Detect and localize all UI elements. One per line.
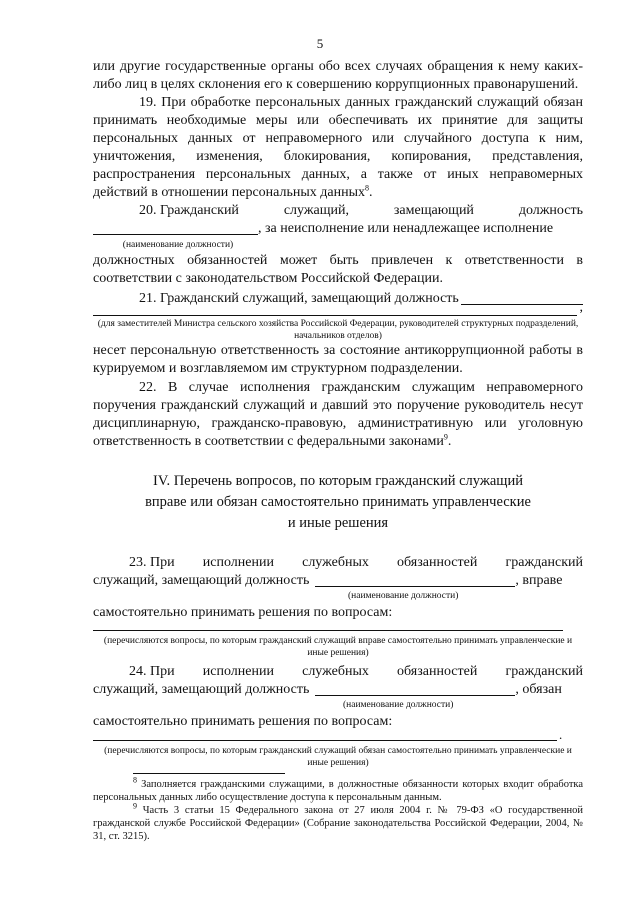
paragraph-20-line2 xyxy=(93,220,583,238)
p23-line2-start: служащий, замещающий должность xyxy=(93,573,310,588)
paragraph-24-line1 xyxy=(93,663,583,681)
p21-note: (для заместителей Министра сельского хозяйства Российской Федерации, руководителей структурных подразделений, начальников отделов) xyxy=(97,319,579,341)
footnote-9 xyxy=(93,801,583,843)
p20-word: должность xyxy=(518,203,583,218)
paragraph-21-rest: несет персональную ответственность за состояние антикоррупционной работы в курируемом и возглавляемом им структурном подразделении. xyxy=(93,343,583,376)
footnote-9-text: Часть 3 статьи 15 Федерального закона от 27 июля 2004 г. № 79-ФЗ «О государственной гражданской службе Российской Федерации» (Собрание законодательства Российской Федерации, 2004, № 31, ст. 3215). xyxy=(93,805,583,842)
p21-comma: , xyxy=(579,300,583,315)
footnote-mark: 9 xyxy=(133,801,137,811)
position-note: (наименование должности) xyxy=(122,240,234,250)
footnotes xyxy=(93,775,584,843)
p21-start: 21. Гражданский служащий, замещающий должность xyxy=(139,291,459,306)
position-blank-field-23[interactable] xyxy=(315,572,515,587)
blank-line xyxy=(93,740,557,741)
p23-word: гражданский xyxy=(505,555,583,570)
p24-line-row xyxy=(93,727,583,742)
blank-line xyxy=(93,630,563,631)
paragraph-24-line3: самостоятельно принимать решения по вопросам: xyxy=(93,714,393,729)
footnote-separator xyxy=(133,773,285,774)
p20-word: служащий, xyxy=(283,203,349,218)
paragraph-22-text: 22. В случае исполнения гражданским служащим неправомерного поручения гражданский служащий и давший это поручение руководитель несут дисциплинарную, гражданско-правовую, административную или уголовную ответственность в соответствии с федеральными законами xyxy=(93,380,583,449)
p24-note: (наименование должности) xyxy=(343,700,454,710)
p20-word: замещающий xyxy=(393,203,474,218)
p20-line2-text: , за неисполнение или ненадлежащее исполнение xyxy=(258,221,554,236)
p24-word: служебных xyxy=(302,664,369,679)
paragraph-continuation: или другие государственные органы обо всех случаях обращения к нему каких-либо лиц в целях склонения его к совершению коррупционных правонарушений. xyxy=(93,59,583,92)
position-blank-field-21[interactable] xyxy=(461,290,583,305)
p24-line2-end: , обязан xyxy=(515,682,562,697)
paragraph-20-line1 xyxy=(93,202,583,220)
paragraph-22-end: . xyxy=(447,434,452,449)
section-heading xyxy=(93,471,583,534)
p23-word: 23. При xyxy=(129,555,175,570)
p23-line2-end: , вправе xyxy=(515,573,563,588)
paragraph-19 xyxy=(93,94,583,202)
position-blank-field[interactable] xyxy=(93,220,258,235)
document-body xyxy=(93,58,583,769)
p23-word: обязанностей xyxy=(397,555,478,570)
p24-word: гражданский xyxy=(505,664,583,679)
blank-line xyxy=(93,315,577,316)
paragraph-23-line3: самостоятельно принимать решения по вопросам: xyxy=(93,605,393,620)
p24-word: обязанностей xyxy=(397,664,478,679)
paragraph-22 xyxy=(93,379,583,451)
p23-note: (наименование должности) xyxy=(348,591,459,601)
footnote-ref-8: 8 xyxy=(365,183,370,193)
p23-note2: (перечисляются вопросы, по которым гражданский служащий вправе самостоятельно принимать управленческие и иные решения) xyxy=(103,636,573,658)
paragraph-20-rest: должностных обязанностей может быть привлечен к ответственности в соответствии с законодательством Российской Федерации. xyxy=(93,253,583,286)
p20-word: 20. Гражданский xyxy=(139,203,239,218)
footnote-8 xyxy=(93,775,584,804)
p23-word: служебных xyxy=(302,555,369,570)
p24-line2-start: служащий, замещающий должность xyxy=(93,682,310,697)
p24-note2: (перечисляются вопросы, по которым гражданский служащий обязан самостоятельно принимать управленческие и иные решения) xyxy=(104,746,572,768)
heading-line: вправе или обязан самостоятельно принимать управленческие xyxy=(145,494,531,510)
p24-word: исполнении xyxy=(202,664,274,679)
page-number: 5 xyxy=(316,36,324,51)
p24-period: . xyxy=(559,727,563,742)
position-blank-field-24[interactable] xyxy=(315,681,515,696)
p23-word: исполнении xyxy=(202,555,274,570)
footnote-mark: 8 xyxy=(133,775,137,785)
paragraph-23-line1 xyxy=(93,554,583,572)
paragraph-24-line2 xyxy=(93,681,583,699)
heading-line: IV. Перечень вопросов, по которым гражданский служащий xyxy=(153,473,523,489)
p21-line-row xyxy=(93,300,583,316)
heading-line: и иные решения xyxy=(287,515,389,531)
paragraph-19-end: . xyxy=(369,185,373,200)
footnote-ref-9: 9 xyxy=(443,432,448,442)
paragraph-23-line2 xyxy=(93,572,583,590)
footnote-8-text: Заполняется гражданскими служащими, в должностные обязанности которых входит обработка персональных данных либо осуществление доступа к персональным данным. xyxy=(93,779,584,803)
paragraph-21-line1 xyxy=(93,290,583,308)
paragraph-19-text: 19. При обработке персональных данных гражданский служащий обязан принимать необходимые меры или обеспечивать их принятие для защиты персональных данных от неправомерного или случайного доступа к ним, уничтожения, изменения, блокирования, копирования, представления, распространения персональных данных, а также от иных неправомерных действий в отношении персональных данных xyxy=(93,95,583,200)
p24-word: 24. При xyxy=(129,664,175,679)
